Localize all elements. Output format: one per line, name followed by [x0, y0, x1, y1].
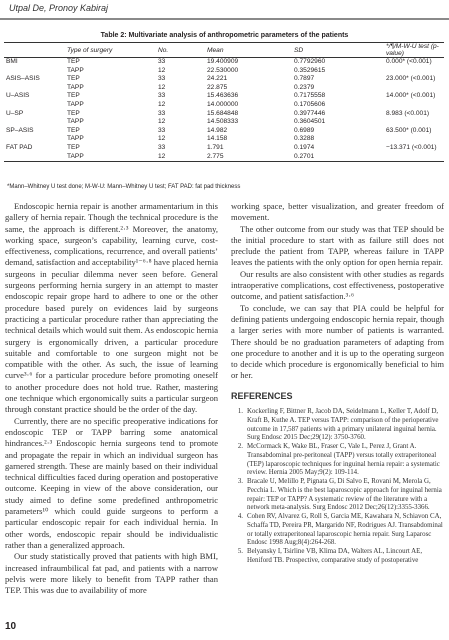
table-cell: 33	[158, 126, 166, 134]
table-cell: TEP	[67, 143, 80, 151]
col-header-no: No.	[156, 43, 205, 58]
table-cell	[4, 153, 65, 162]
table-cell	[4, 118, 65, 127]
table-row	[4, 92, 444, 101]
left-text-column	[5, 201, 218, 596]
table-cell	[384, 67, 444, 76]
right-text-column	[231, 201, 444, 566]
table-cell: 14.508333	[207, 118, 239, 126]
table-row	[4, 101, 444, 110]
table-cell: 12	[158, 118, 166, 126]
table-cell	[384, 153, 444, 162]
table-cell: 12	[158, 83, 166, 91]
table-row	[4, 75, 444, 84]
table-cell	[384, 118, 444, 127]
table-cell: 0.2701	[292, 153, 384, 162]
table-cell: 14.158	[207, 135, 228, 143]
table-cell: 33	[158, 92, 166, 100]
table-cell: U–ASIS	[6, 92, 30, 100]
reference-item	[231, 513, 444, 548]
reference-item	[231, 408, 444, 443]
table-cell: U–SP	[6, 109, 24, 117]
table-cell: 0.7175558	[294, 92, 326, 100]
table-cell: 12	[158, 135, 166, 143]
table-cell: ASIS–ASIS	[6, 75, 40, 83]
table-cell: 0.3977446	[294, 109, 326, 117]
table-cell: 0.1974	[294, 143, 315, 151]
table-cell: 19.400909	[207, 58, 239, 65]
table-cell: BMI	[6, 58, 18, 65]
table-row	[4, 135, 444, 144]
table-cell	[4, 84, 65, 93]
paragraph: Our study statistically proved that patients with high BMI, increased infraumbilical fat pad, and patients with a narrow pelvis were more likely to benefit from TAPP rather than TEP. This was due to availability of more	[5, 551, 218, 596]
table-row	[4, 144, 444, 153]
table-cell: TAPP	[67, 100, 84, 108]
reference-item	[231, 443, 444, 478]
table-cell: 33	[158, 58, 166, 65]
table-cell: 0.7792960	[294, 58, 326, 65]
table-cell: 0.7897	[294, 75, 315, 83]
table-cell: TAPP	[67, 83, 84, 91]
table-cell: TEP	[67, 126, 80, 134]
paragraph: Currently, there are no specific preoperative indications for endoscopic TEP or TAPP barring some anatomical hindrances.²·³ Endoscopic hernia surgeons tend to promote and propagate the repair in which an individual surgeon has garnered strength. These are mainly based on their individual technical difficulties faced during operation and postoperative outcome. Keeping in view of the above consideration, our study aimed to define some predefined anthropometric parameters¹⁰ which could guide surgeons to perform a particular endoscopic repair for each individual hernia. In other words, endoscopic repair should be individualistic rather than a generalized approach.	[5, 415, 218, 550]
table-cell	[384, 101, 444, 110]
table-cell: 2.775	[205, 153, 292, 162]
table-row	[4, 84, 444, 93]
reference-text: Kockerling F, Bittner R, Jacob DA, Seidelmann L, Keller T, Adolf D, Kraft B, Kuthe A. TEP versus TAPP: comparison of the perioperative outcome in 17,587 patients with a primary unilateral inguinal hernia. Surg Endosc 2015 Dec;29(12): 3750-3760.	[247, 408, 439, 442]
table-header-row	[4, 43, 444, 58]
table-row	[4, 67, 444, 76]
table-cell: 0.3288	[294, 135, 315, 143]
table-cell: TAPP	[67, 118, 84, 126]
table-cell: −13.371 (<0.001)	[386, 143, 437, 151]
paragraph: To conclude, we can say that PIA could be helpful for defining patients undergoing endoscopic hernia repair, though a larger series with more number of patients is warranted. There should be no graduation parameters of adapting from one procedure to another and it is up to the operating surgeon to decide which procedure is ergonomically beneficial to him or her.	[231, 302, 444, 381]
table-cell: TAPP	[65, 153, 156, 162]
table-cell: FAT PAD	[6, 143, 33, 151]
reference-item	[231, 548, 444, 566]
table-cell: 12	[156, 153, 205, 162]
page-number: 10	[5, 621, 17, 632]
paragraph: Endoscopic hernia repair is another armamentarium in this gallery of hernia repair. Though the technical procedure is the same, the approach is different.²·³ Moreover, the anatomy, working space, surgeon’s capability, learning curve, cost-effectiveness, complications, recurrence, and overall patients’ demand, satisfaction and acceptability¹⁻⁶·⁸ have placed hernia surgeons in peculiar dilemma never seen before. General surgeons performing hernia surgery in an attempt to master endoscopic repair grope hard to adhere to one or the other procedure based purely on evidences laid by surgeons practicing a particular procedure rather than appreciating the technical details which would suit them. As endoscopic hernia surgery is ergonomically driven, a particular procedure suitable and comfortable to one surgeon might not be compatible with the other. As such, the issue of learning curve³·⁶ for a particular procedure before promoting oneself to another procedure does not hold true. Rather, mastering one technique which ergonomically suits a particular surgeon through constant practice should be the order of the day.	[5, 201, 218, 415]
table-caption: Table 2: Multivariate analysis of anthropometric parameters of the patients	[100, 32, 349, 39]
table-cell: 22.875	[207, 83, 228, 91]
header-rule	[0, 18, 449, 20]
reference-text: Bracale U, Melillo P, Pignata G, Di Salvo E, Rovani M, Merola G, Pecchia L. Which is the best laparoscopic approach for inguinal hernia repair: TEP or TAPP? A systematic review of the literature with a network meta-analysis. Surg Endosc 2012 Dec;26(12):3355-3366.	[247, 478, 442, 512]
table-cell	[4, 67, 65, 76]
table-cell: 24.221	[207, 75, 228, 83]
table-cell: TEP	[67, 92, 80, 100]
table-cell: 23.000* (<0.001)	[386, 75, 436, 83]
running-header-author: Utpal De, Pronoy Kabiraj	[9, 3, 109, 13]
table-row	[4, 118, 444, 127]
reference-number: 4.	[237, 513, 243, 521]
table-cell: 0.3529615	[294, 66, 326, 74]
table-cell: 0.3604501	[294, 118, 326, 126]
reference-text: McCormack K, Wake BL, Fraser C, Vale L, Perez J, Grant A. Transabdominal pre-peritoneal (TAPP) versus totally extraperitoneal (TEP) laparoscopic techniques for inguinal hernia repair: a systematic review. Hernia 2005 May;9(2): 109-114.	[247, 443, 440, 477]
table-cell: 12	[158, 66, 166, 74]
col-header-test: */¶/M-W-U test (p-value)	[384, 43, 444, 58]
col-header-parameter	[4, 43, 65, 58]
table-cell: 8.983 (<0.001)	[386, 109, 430, 117]
table-cell: 33	[158, 75, 166, 83]
table-cell: 63.500* (0.001)	[386, 126, 432, 134]
references-heading: REFERENCES	[231, 390, 293, 401]
reference-number: 2.	[237, 443, 243, 451]
paragraph: working space, better visualization, and greater freedom of movement.	[231, 201, 444, 223]
table-cell	[384, 135, 444, 144]
references-list	[231, 408, 444, 566]
table-row	[4, 110, 444, 119]
anthropometric-table	[4, 42, 444, 162]
table-row	[4, 58, 444, 67]
table-cell	[4, 101, 65, 110]
table-footnote: *Mann–Whitney U test done; M-W-U: Mann–Whitney U test; FAT PAD: fat pad thickness	[7, 184, 241, 190]
paragraph: The other outcome from our study was that TEP should be the initial procedure to start with as failure still does not preclude the patient from TAPP, whereas failure in TAPP leaves the patients with the only option for open hernia repair.	[231, 223, 444, 268]
table-cell: 14.982	[207, 126, 228, 134]
table-cell: 12	[158, 100, 166, 108]
table-cell: 14.000000	[207, 100, 239, 108]
paragraph: Our results are also consistent with other studies as regards intraoperative complications, cost effectiveness, postoperative outcome, and patient satisfaction.³·⁶	[231, 268, 444, 302]
reference-text: Belyansky I, Tsirline VB, Klima DA, Walters AL, Lincourt AE, Heniford TB. Prospective, comparative study of postoperative	[247, 548, 423, 564]
table-cell: 15.684848	[207, 109, 239, 117]
table-cell: 1.791	[207, 143, 224, 151]
col-header-type: Type of surgery	[65, 43, 156, 58]
table-cell: 33	[158, 143, 166, 151]
table-cell: 14.000* (<0.001)	[386, 92, 436, 100]
table-cell: 0.000* (<0.001)	[386, 58, 432, 65]
reference-number: 3.	[237, 478, 243, 486]
table-cell: 22.530000	[207, 66, 239, 74]
reference-number: 1.	[237, 408, 243, 416]
table-cell: TAPP	[67, 135, 84, 143]
reference-text: Cohen RV, Alvarez G, Roll S, Garcia ME, Kawahara N, Schiavon CA, Schaffa TD, Pereira PR, Margarido NF, Rodrigues AJ. Transabdominal or totally extraperitoneal laparoscopic hernia repair. Surg Laparosc Endosc 1998 Aug;8(4):264-268.	[247, 513, 443, 547]
table-cell: TEP	[67, 109, 80, 117]
table-cell: 15.463636	[207, 92, 239, 100]
reference-item	[231, 478, 444, 513]
col-header-sd: SD	[292, 43, 384, 58]
col-header-mean: Mean	[205, 43, 292, 58]
reference-number: 5.	[237, 548, 243, 556]
table-cell: 0.1705606	[294, 100, 326, 108]
table-cell: TEP	[67, 75, 80, 83]
table-row	[4, 127, 444, 136]
table-cell: TEP	[67, 58, 80, 65]
table-cell	[384, 84, 444, 93]
table-row	[4, 153, 444, 162]
table-cell: 0.2379	[294, 83, 315, 91]
table-cell: 33	[158, 109, 166, 117]
table-cell	[4, 135, 65, 144]
table-cell: SP–ASIS	[6, 126, 34, 134]
table-cell: 0.6989	[294, 126, 315, 134]
table-cell: TAPP	[67, 66, 84, 74]
